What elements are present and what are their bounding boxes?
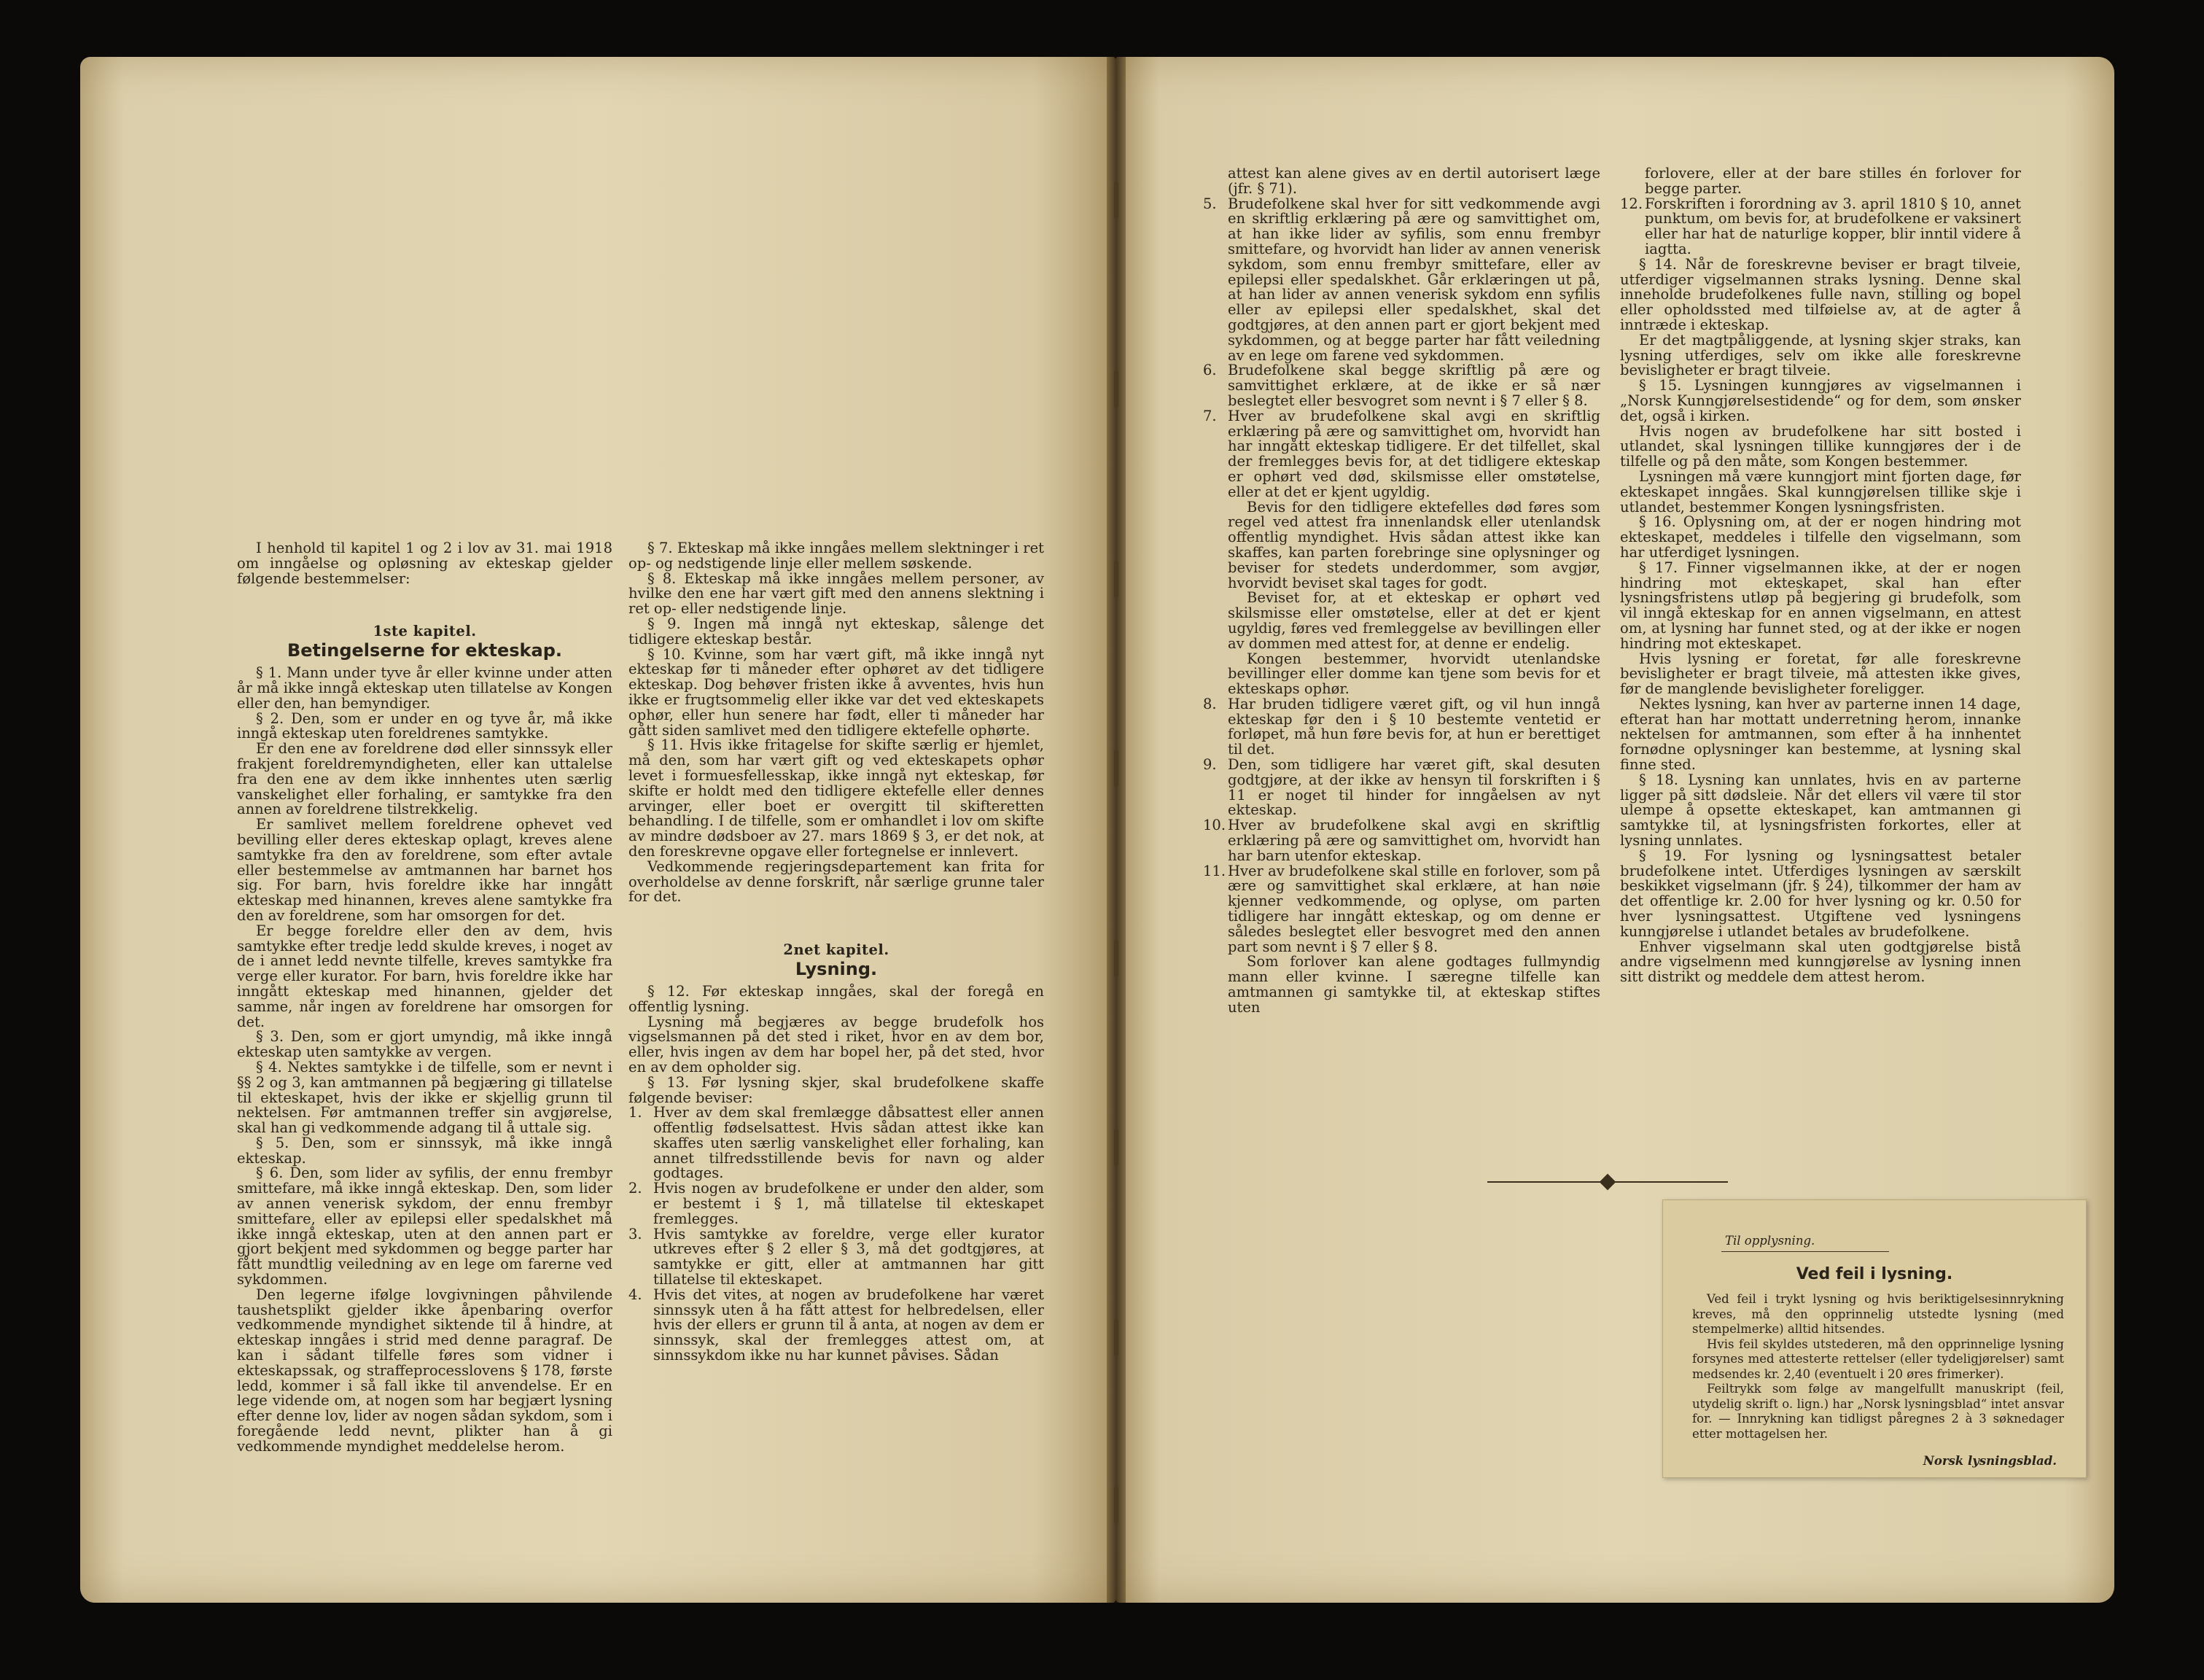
paragraph: Nektes lysning, kan hver av parterne innen 14 dage, efterat han har mottatt underretning herom, innanke nektelsen for amtmannen, som efter å ha innhentet fornødne oplysninger kan bestemme, at lysning skal finne sted. [1620, 695, 2021, 774]
paragraph: § 7. Ekteskap må ikke inngåes mellem slektninger i ret op- og nedstigende linje eller mellem søskende. [628, 540, 1044, 572]
list-item: 11. Hver av brudefolkene skal stille en forlover, som på ære og samvittighet skal erklære, at han nøie kjenner vedkommende, og oplyse, om parten tidligere har inngått ekteskap, og om denne er således beslegtet eller besvogret med den annen part som nevnt i § 7 eller § 8. [1203, 862, 1600, 955]
chapter-1-title: 1ste kapitel. [373, 623, 477, 640]
paragraph: § 13. Før lysning skjer, skal brudefolkene skaffe følgende beviser: [628, 1073, 1044, 1106]
list-item: 1. Hver av dem skal fremlægge dåbsattest eller annen offentlig fødselsattest. Hvis sådan attest ikke kan skaffes uten særlig vanskelighet eller forhaling, kan annet tilfredsstillende bevis for navn og alder godtages. [628, 1104, 1044, 1182]
spine-stitch [1114, 1318, 1118, 1356]
paragraph: § 4. Nektes samtykke i de tilfelle, som er nevnt i §§ 2 og 3, kan amtmannen på begjæring gi tillatelse til ekteskapet, hvis der ikke er skjellig grunn til nektelsen. Før amtmannen treffer sin avgjørelse, skal han gi vedkommende adgang til å uttale sig. [237, 1058, 612, 1137]
ornamental-divider [1487, 1180, 1728, 1184]
paragraph: Vedkommende regjeringsdepartement kan frita for overholdelse av denne forskrift, når særlige grunne taler for det. [628, 858, 1044, 906]
paragraph: Hvis nogen av brudefolkene har sitt bosted i utlandet, skal lysningen tillike kunngjøres der i de tilfelle og på den måte, som Kongen bestemmer. [1620, 422, 2021, 470]
paragraph: § 17. Finner vigselmannen ikke, at der er nogen hindring mot ekteskapet, skal han efter lysningsfristens utløp på begjering gi brudefolk, som vil inngå ekteskap for en annen vigselmann, en attest om, at lysning har funnet sted, og at der ikke er nogen hindring mot ekteskapet. [1620, 559, 2021, 652]
paragraph: § 1. Mann under tyve år eller kvinne under atten år må ikke inngå ekteskap uten tillatelse av Kongen eller den, han bemyndiger. [237, 664, 612, 712]
paragraph: § 12. Før ekteskap inngåes, skal der foregå en offentlig lysning. [628, 982, 1044, 1015]
paragraph: § 15. Lysningen kunngjøres av vigselmannen i „Norsk Kunngjørelsestidende“ og for dem, som ønsker det, også i kirken. [1620, 377, 2021, 424]
paragraph: attest kan alene gives av en dertil autorisert læge (jfr. § 71). [1228, 165, 1600, 197]
paragraph: § 9. Ingen må inngå nyt ekteskap, sålenge det tidligere ekteskap består. [628, 615, 1044, 648]
paragraph: Er samlivet mellem foreldrene ophevet ved bevilling eller deres ekteskap oplagt, kreves alene samtykke fra den av foreldrene, som efter avtale eller bestemmelse av amtmannen har barnet hos sig. For barn, hvis foreldre ikke har inngått ekteskap med hinannen, kreves alene samtykke fra den av foreldrene, som har omsorgen for det. [237, 816, 612, 924]
spine-stitch [1114, 750, 1118, 788]
notice-label: Til opplysning. [1725, 1234, 1815, 1248]
paragraph: § 6. Den, som lider av syfilis, der ennu frembyr smittefare, må ikke inngå ekteskap. Den, som lider av annen venerisk sykdom, der ennu frembyr smittefare, eller av epilepsi eller spedalskhet må ikke inngå ekteskap, uten at den annen part er gjort bekjent med sykdommen og begge parter har fått mundtlig veiledning av en lege om farerne ved sykdommen. [237, 1164, 612, 1288]
paragraph: Lysning må begjæres av begge brudefolk hos vigselsmannen på det sted i riket, hvor en av dem bor, eller, hvis ingen av dem har bopel her, på det sted, hvor en av dem opholder sig. [628, 1013, 1044, 1076]
list-item: 2. Hvis nogen av brudefolkene er under den alder, som er bestemt i § 1, må tillatelse til ekteskapet fremlegges. [628, 1180, 1044, 1227]
list-item: 5. Brudefolkene skal hver for sitt vedkommende avgi en skriftlig erklæring på ære og samvittighet om, at han ikke lider av syfilis, som ennu frembyr smittefare, og hvorvidt han lider av annen venerisk sykdom, som ennu frembyr smittefare, eller av epilepsi eller spedalskhet. Går erklæringen ut på, at han lider av annen venerisk sykdom enn syfilis eller av epilepsi eller spedalskhet, skal det godtgjøres, at den annen part er gjort bekjent med sykdommen, og at begge parter har fått veiledning av en lege om farene ved sykdommen. [1203, 195, 1600, 364]
notice-paragraph: Ved feil i trykt lysning og hvis beriktigelsesinnrykning kreves, må den opprinnelig utstedte lysning (med stempelmerke) alltid hitsendes. [1692, 1292, 2064, 1336]
list-item: 3. Hvis samtykke av foreldre, verge eller kurator utkreves efter § 2 eller § 3, må det godtgjøres, at samtykke er gitt, eller at amtmannen har gitt tillatelse til ekteskapet. [628, 1225, 1044, 1288]
list-item: 8. Har bruden tidligere været gift, og vil hun inngå ekteskap før den i § 10 bestemte ventetid er forløpet, må hun føre bevis for, at hun er berettiget til det. [1203, 695, 1600, 758]
paragraph: § 8. Ekteskap må ikke inngåes mellem personer, av hvilke den ene har vært gift med den annens slektning i ret op- eller nedstigende linje. [628, 569, 1044, 618]
list-item: 12. Forskriften i forordning av 3. april 1810 § 10, annet punktum, om bevis for, at brudefolkene er vaksinert eller har hat de naturlige kopper, blir inntil videre å iagtta. [1620, 195, 2021, 257]
list-item: 9. Den, som tidligere har været gift, skal desuten godtgjøre, at der ikke av hensyn til forskriften i § 11 er noget til hinder for inngåelsen av nyt ekteskap. [1203, 756, 1600, 819]
spine-stitch [1114, 370, 1118, 408]
notice-paragraph: Hvis feil skyldes utstederen, må den opprinnelige lysning forsynes med attesterte rettelser (eller tydeligjørelser) samt medsendes kr. 2,40 (eventuelt i 20 øres frimerker). [1692, 1337, 2064, 1381]
paragraph: § 18. Lysning kan unnlates, hvis en av parterne ligger på sitt dødsleie. Når det ellers vil være til stor ulempe å opsette ekteskapet, kan amtmannen gi samtykke til, at lysningsfristen forkortes, eller at lysning unnlates. [1620, 771, 2021, 849]
paragraph: Kongen bestemmer, hvorvidt utenlandske bevillinger eller domme kan tjene som bevis for et ekteskaps ophør. [1228, 650, 1600, 698]
spine-stitch [1114, 939, 1118, 977]
spine-stitch [1114, 560, 1118, 598]
notice-label-underline [1721, 1251, 1889, 1252]
paragraph: § 10. Kvinne, som har vært gift, må ikke inngå nyt ekteskap før ti måneder efter ophøret av det tidligere ekteskap. Dog behøver fristen ikke å avventes, hvis hun ikke er frugtsommelig eller ikke var det ved ekteskapets ophør, eller hun senere har født, eller ti måneder har gått siden samlivet med den tidligere ektefelle ophørte. [628, 645, 1044, 739]
list-item: 10. Hver av brudefolkene skal avgi en skriftlig erklæring på ære og samvittighet om, hvorvidt han har barn utenfor ekteskap. [1203, 817, 1600, 864]
chapter-2-title: 2net kapitel. [783, 941, 889, 959]
book-spine [1107, 57, 1126, 1603]
spine-stitch [1114, 1486, 1118, 1524]
paragraph: Enhver vigselmann skal uten godtgjørelse bistå andre vigselmenn med kunngjørelse av lysning innen sitt distrikt og meddele dem attest herom. [1620, 938, 2021, 986]
notice-signature: Norsk lysningsblad. [1923, 1454, 2057, 1468]
pasted-notice [1662, 1199, 2087, 1478]
paragraph: § 3. Den, som er gjort umyndig, må ikke inngå ekteskap uten samtykke av vergen. [237, 1028, 612, 1061]
paragraph: Lysningen må være kunngjort mint fjorten dage, før ekteskapet inngåes. Skal kunngjørelsen tillike skje i utlandet, bestemmer Kongen lysningsfristen. [1620, 467, 2021, 516]
paragraph: Er det magtpåliggende, at lysning skjer straks, kan lysning utferdiges, selv om ikke alle foreskrevne bevisligheter er bragt tilveie. [1620, 331, 2021, 379]
list-item: 7. Hver av brudefolkene skal avgi en skriftlig erklæring på ære og samvittighet om, hvorvidt han har inngått ekteskap tidligere. Er det tilfellet, skal der fremlegges bevis for, at det tidligere ekteskap er ophørt ved død, skilsmisse eller omstøtelse, eller at det er kjent ugyldig. [1203, 407, 1600, 500]
paragraph: § 14. Når de foreskrevne beviser er bragt tilveie, utferdiger vigselmannen straks lysning. Denne skal inneholde brudefolkenes fulle navn, stilling og bopel eller opholdssted med tilføielse av, at de agter å inntræde i ekteskap. [1620, 255, 2021, 333]
paragraph: § 5. Den, som er sinnssyk, må ikke inngå ekteskap. [237, 1134, 612, 1167]
paragraph: Den legerne ifølge lovgivningen påhvilende taushetsplikt gjelder ikke åpenbaring overfor vedkommende myndighet siktende til å hindre, at ekteskap inngåes i strid med denne paragraf. De kan i sådant tilfelle føres som vidner i ekteskapssak, og straffeprocesslovens § 178, første ledd, kommer i så fall ikke til anvendelse. Er en lege vidende om, at nogen som har begjært lysning efter denne lov, lider av nogen sådan sykdom, som i foregående ledd nevnt, plikter han å gi vedkommende myndighet meddelelse herom. [237, 1286, 612, 1455]
left-column-1 [237, 541, 612, 1455]
list-item: 6. Brudefolkene skal begge skriftlig på ære og samvittighet erklære, at de ikke er så nær beslegtet eller besvogret som nevnt i § 7 eller § 8. [1203, 362, 1600, 409]
paragraph: § 16. Oplysning om, at der er nogen hindring mot ekteskapet, meddeles i tilfelle den vigselmann, som har utferdiget lysningen. [1620, 513, 2021, 561]
spine-stitch [1114, 181, 1118, 219]
paragraph: forlovere, eller at der bare stilles én forlover for begge parter. [1645, 165, 2021, 197]
right-column-1 [1203, 166, 1600, 1016]
paragraph: Bevis for den tidligere ektefelles død føres som regel ved attest fra innenlandsk eller utenlandsk offentlig myndighet. Hvis sådan attest ikke kan skaffes, kan parten forebringe sine oplysninger og beviser for stedets underdommer, som avgjør, hvorvidt beviset skal tages for godt. [1228, 498, 1600, 591]
list-item: 4. Hvis det vites, at nogen av brudefolkene har været sinnssyk uten å ha fått attest for helbredelsen, eller hvis der ellers er grunn til å anta, at nogen av dem er sinnssyk, skal der fremlegges attest om, at sinnssykdom ikke nu har kunnet påvises. Sådan [628, 1286, 1044, 1364]
paragraph: § 11. Hvis ikke fritagelse for skifte særlig er hjemlet, må den, som har vært gift og ved ekteskapets ophør levet i formuesfellesskap, ikke inngå nyt ekteskap, før skifte er holdt med den tidligere ektefelle eller dennes arvinger, eller boet er overgitt til skifteretten behandling. I de tilfelle, som er omhandlet i lov om skifte av mindre dødsboer av 27. mars 1869 § 3, er det nok, at den foreskrevne opgave eller fortegnelse er innlevert. [628, 736, 1044, 860]
right-column-2 [1620, 166, 2021, 985]
intro-text: I henhold til kapitel 1 og 2 i lov av 31. mai 1918 om inngåelse og opløsning av ekteskap gjelder følgende bestemmelser: [237, 540, 612, 587]
chapter-1-heading: Betingelserne for ekteskap. [287, 640, 562, 661]
left-column-2 [628, 541, 1044, 1364]
paragraph: Er begge foreldre eller den av dem, hvis samtykke efter tredje ledd skulde kreves, i noget av de i annet ledd nevnte tilfelle, kreves samtykke fra verge eller kurator. For barn, hvis foreldre ikke har inngått ekteskap med hinannen, gjelder det samme, når ingen av foreldrene har omsorgen for det. [237, 922, 612, 1030]
chapter-2-heading: Lysning. [795, 958, 878, 979]
paragraph: Hvis lysning er foretat, før alle foreskrevne bevisligheter er bragt tilveie, må attesten ikke gives, før de manglende bevisligheter foreligger. [1620, 650, 2021, 698]
paragraph: § 19. For lysning og lysningsattest betaler brudefolkene intet. Utferdiges lysningen av særskilt beskikket vigselmann (jfr. § 24), tilkommer der ham av det offentlige kr. 2.00 for hver lysning og kr. 0.50 for hver lysningsattest. Utgiftene ved lysningens kunngjørelse i utlandet betales av brudefolkene. [1620, 847, 2021, 940]
notice-body [1692, 1292, 2064, 1442]
paragraph: § 2. Den, som er under en og tyve år, må ikke inngå ekteskap uten foreldrenes samtykke. [237, 709, 612, 742]
paragraph: Er den ene av foreldrene død eller sinnssyk eller frakjent foreldremyndigheten, eller kan uttalelse fra den ene av dem ikke innhentes uten særlig vanskelighet eller forhaling, er samtykke fra den annen av foreldrene tilstrekkelig. [237, 740, 612, 818]
paragraph: Som forlover kan alene godtages fullmyndig mann eller kvinne. I særegne tilfelle kan amtmannen gi samtykke til, at ekteskap stiftes uten [1228, 953, 1600, 1016]
notice-paragraph: Feiltrykk som følge av mangelfullt manuskript (feil, utydelig skrift o. lign.) har „Norsk lysningsblad“ intet ansvar for. — Innrykning kan tidligst påregnes 2 à 3 søknedager etter mottagelsen her. [1692, 1382, 2064, 1441]
notice-title: Ved feil i lysning. [1796, 1265, 1953, 1283]
paragraph: Beviset for, at et ekteskap er ophørt ved skilsmisse eller omstøtelse, eller at det er kjent ugyldig, føres ved fremleggelse av bevillingen eller av dommen med attest for, at denne er endelig. [1228, 589, 1600, 652]
spine-stitch [1114, 1129, 1118, 1167]
